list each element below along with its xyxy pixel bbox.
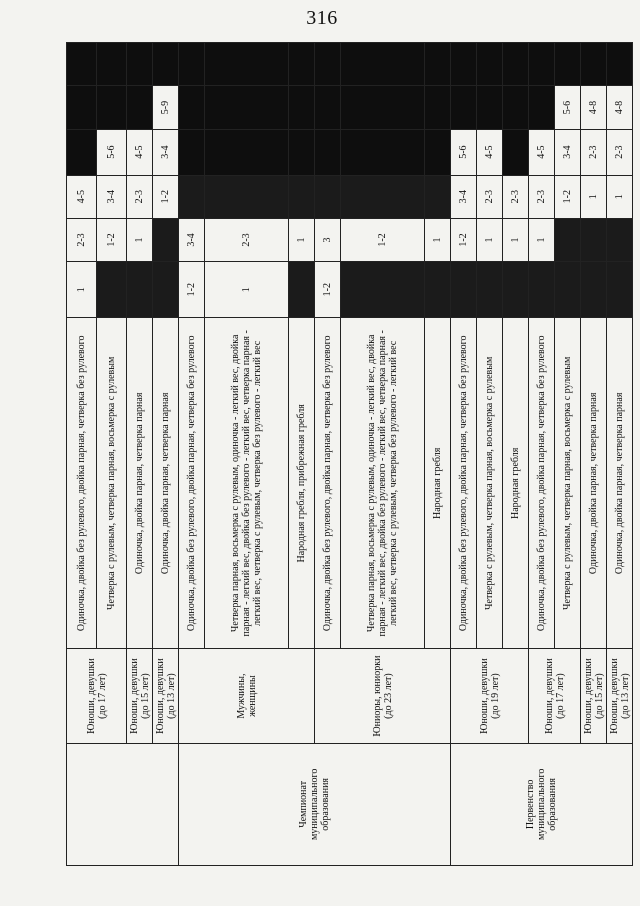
group-cell: Юноши, девушки (до 19 лет) xyxy=(451,649,529,743)
rank-cell: 4-5 xyxy=(127,129,153,175)
rank-cell xyxy=(289,175,315,218)
shaded-cell xyxy=(179,43,205,86)
rank-cell: 2-3 xyxy=(477,175,503,218)
rank-cell: 1 xyxy=(529,218,555,261)
table-row xyxy=(153,43,179,866)
rank-cell: 5-9 xyxy=(153,86,179,129)
discipline-cell: Одиночка, двойка парная, четверка парная xyxy=(127,318,153,649)
shaded-cell xyxy=(289,43,315,86)
rank-cell: 5-6 xyxy=(451,129,477,175)
rank-cell xyxy=(67,129,97,175)
shaded-cell xyxy=(607,43,633,86)
group-cell: Юноши, девушки (до 15 лет) xyxy=(127,649,153,743)
rank-cell: 1 xyxy=(67,262,97,318)
discipline-cell: Одиночка, двойка парная, четверка парная xyxy=(581,318,607,649)
rank-cell xyxy=(153,218,179,261)
shaded-cell xyxy=(127,43,153,86)
group-cell: Юноши, девушки (до 13 лет) xyxy=(607,649,633,743)
rank-cell xyxy=(529,86,555,129)
rank-cell xyxy=(67,86,97,129)
rank-cell: 1 xyxy=(205,262,289,318)
rank-cell: 1 xyxy=(477,218,503,261)
group-cell: Юноши, девушки (до 13 лет) xyxy=(153,649,179,743)
rank-cell: 1 xyxy=(503,218,529,261)
rank-cell xyxy=(581,218,607,261)
rank-cell: 2-3 xyxy=(127,175,153,218)
rank-cell: 4-5 xyxy=(477,129,503,175)
shaded-cell xyxy=(315,43,341,86)
rank-cell: 3-4 xyxy=(555,129,581,175)
discipline-cell: Одиночка, двойка без рулевого, двойка парная, четверка без рулевого xyxy=(529,318,555,649)
rank-cell xyxy=(315,129,341,175)
rank-cell xyxy=(529,262,555,318)
group-cell: Юноши, девушки (до 15 лет) xyxy=(581,649,607,743)
rank-cell: 1 xyxy=(289,218,315,261)
discipline-cell: Четверка с рулевым, четверка парная, восьмерка с рулевым xyxy=(477,318,503,649)
competition-table xyxy=(66,42,633,866)
shaded-cell xyxy=(153,43,179,86)
rank-cell: 2-3 xyxy=(503,175,529,218)
shaded-cell xyxy=(581,43,607,86)
rank-cell: 1-2 xyxy=(97,218,127,261)
table-row xyxy=(179,43,205,866)
rank-cell xyxy=(315,86,341,129)
rank-cell xyxy=(555,262,581,318)
table-row xyxy=(127,43,153,866)
rank-cell xyxy=(451,86,477,129)
rank-cell: 5-6 xyxy=(555,86,581,129)
rank-cell: 2-3 xyxy=(205,218,289,261)
rank-cell: 3-4 xyxy=(451,175,477,218)
table-row xyxy=(451,43,477,866)
rank-cell xyxy=(607,262,633,318)
discipline-cell: Четверка с рулевым, четверка парная, восьмерка с рулевым xyxy=(555,318,581,649)
rank-cell xyxy=(289,86,315,129)
rank-cell xyxy=(425,175,451,218)
rank-cell: 3 xyxy=(315,218,341,261)
discipline-cell: Народная гребля xyxy=(503,318,529,649)
rank-cell xyxy=(503,129,529,175)
rank-cell: 1 xyxy=(127,218,153,261)
discipline-cell: Одиночка, двойка без рулевого, двойка парная, четверка без рулевого xyxy=(451,318,477,649)
rank-cell xyxy=(97,86,127,129)
event-cell: Первенство муниципального образования xyxy=(451,743,633,865)
rank-cell xyxy=(503,262,529,318)
discipline-cell: Одиночка, двойка парная, четверка парная xyxy=(607,318,633,649)
shaded-cell xyxy=(477,43,503,86)
discipline-cell: Четверка с рулевым, четверка парная, восьмерка с рулевым xyxy=(97,318,127,649)
rank-cell xyxy=(341,262,425,318)
group-cell: Юноши, девушки (до 17 лет) xyxy=(529,649,581,743)
rank-cell xyxy=(179,175,205,218)
rank-cell: 4-5 xyxy=(67,175,97,218)
discipline-cell: Народная гребля xyxy=(425,318,451,649)
table-row xyxy=(581,43,607,866)
shaded-cell xyxy=(451,43,477,86)
rank-cell xyxy=(205,129,289,175)
rank-cell: 1-2 xyxy=(179,262,205,318)
shaded-cell xyxy=(341,43,425,86)
table-row xyxy=(315,43,341,866)
shaded-cell xyxy=(205,43,289,86)
rank-cell xyxy=(315,175,341,218)
rank-cell xyxy=(503,86,529,129)
rank-cell: 1-2 xyxy=(451,218,477,261)
rank-cell: 1 xyxy=(581,175,607,218)
rank-cell xyxy=(179,86,205,129)
rank-cell xyxy=(289,129,315,175)
rank-cell: 1 xyxy=(607,175,633,218)
rank-cell xyxy=(425,262,451,318)
group-cell: Юниоры, юниорки (до 23 лет) xyxy=(315,649,451,743)
shaded-cell xyxy=(97,43,127,86)
rank-cell: 1 xyxy=(425,218,451,261)
group-cell: Мужчины, женщины xyxy=(179,649,315,743)
rank-cell xyxy=(341,175,425,218)
rotated-table-area xyxy=(66,42,631,866)
rank-cell: 4-5 xyxy=(529,129,555,175)
discipline-cell: Одиночка, двойка без рулевого, двойка парная, четверка без рулевого xyxy=(179,318,205,649)
shaded-cell xyxy=(503,43,529,86)
rank-cell xyxy=(341,129,425,175)
rank-cell: 2-3 xyxy=(67,218,97,261)
rank-cell: 1-2 xyxy=(341,218,425,261)
shaded-cell xyxy=(425,43,451,86)
rank-cell xyxy=(555,218,581,261)
rank-cell xyxy=(425,86,451,129)
rank-cell xyxy=(477,262,503,318)
rank-cell: 2-3 xyxy=(529,175,555,218)
table-row xyxy=(607,43,633,866)
rank-cell xyxy=(451,262,477,318)
rank-cell xyxy=(127,262,153,318)
rank-cell xyxy=(425,129,451,175)
shaded-cell xyxy=(529,43,555,86)
rank-cell xyxy=(341,86,425,129)
shaded-cell xyxy=(555,43,581,86)
rank-cell xyxy=(153,262,179,318)
rank-cell xyxy=(127,86,153,129)
rank-cell xyxy=(205,86,289,129)
rank-cell xyxy=(179,129,205,175)
shaded-cell xyxy=(67,43,97,86)
discipline-cell: Одиночка, двойка парная, четверка парная xyxy=(153,318,179,649)
rank-cell: 1-2 xyxy=(315,262,341,318)
rank-cell: 1-2 xyxy=(555,175,581,218)
rank-cell xyxy=(607,218,633,261)
rank-cell xyxy=(205,175,289,218)
group-cell: Юноши, девушки (до 17 лет) xyxy=(67,649,127,743)
discipline-cell: Четверка парная, восьмерка с рулевым, одиночка - легкий вес, двойка парная - легкий вес, двойка без рулевого - легкий вес, четверка парная - легкий вес, четверка с рулевым, четверка без рулевого - легкий вес xyxy=(341,318,425,649)
rank-cell: 2-3 xyxy=(607,129,633,175)
discipline-cell: Народная гребля, прибрежная гребля xyxy=(289,318,315,649)
rank-cell xyxy=(97,262,127,318)
discipline-cell: Одиночка, двойка без рулевого, двойка парная, четверка без рулевого xyxy=(315,318,341,649)
rank-cell xyxy=(289,262,315,318)
rank-cell: 4-8 xyxy=(607,86,633,129)
rank-cell: 5-6 xyxy=(97,129,127,175)
rank-cell: 2-3 xyxy=(581,129,607,175)
page-number: 316 xyxy=(306,7,338,29)
rank-cell: 3-4 xyxy=(179,218,205,261)
rank-cell: 4-8 xyxy=(581,86,607,129)
rank-cell: 1-2 xyxy=(153,175,179,218)
table-row xyxy=(67,43,97,866)
event-cell xyxy=(67,743,179,865)
rank-cell: 3-4 xyxy=(153,129,179,175)
rank-cell: 3-4 xyxy=(97,175,127,218)
discipline-cell: Одиночка, двойка без рулевого, двойка парная, четверка без рулевого xyxy=(67,318,97,649)
rank-cell xyxy=(477,86,503,129)
discipline-cell: Четверка парная, восьмерка с рулевым, одиночка - легкий вес, двойка парная - легкий вес, двойка без рулевого - легкий вес, четверка парная - легкий вес, четверка с рулевым, четверка без рулевого - легкий вес xyxy=(205,318,289,649)
rank-cell xyxy=(581,262,607,318)
table-row xyxy=(529,43,555,866)
event-cell: Чемпионат муниципального образования xyxy=(179,743,451,865)
